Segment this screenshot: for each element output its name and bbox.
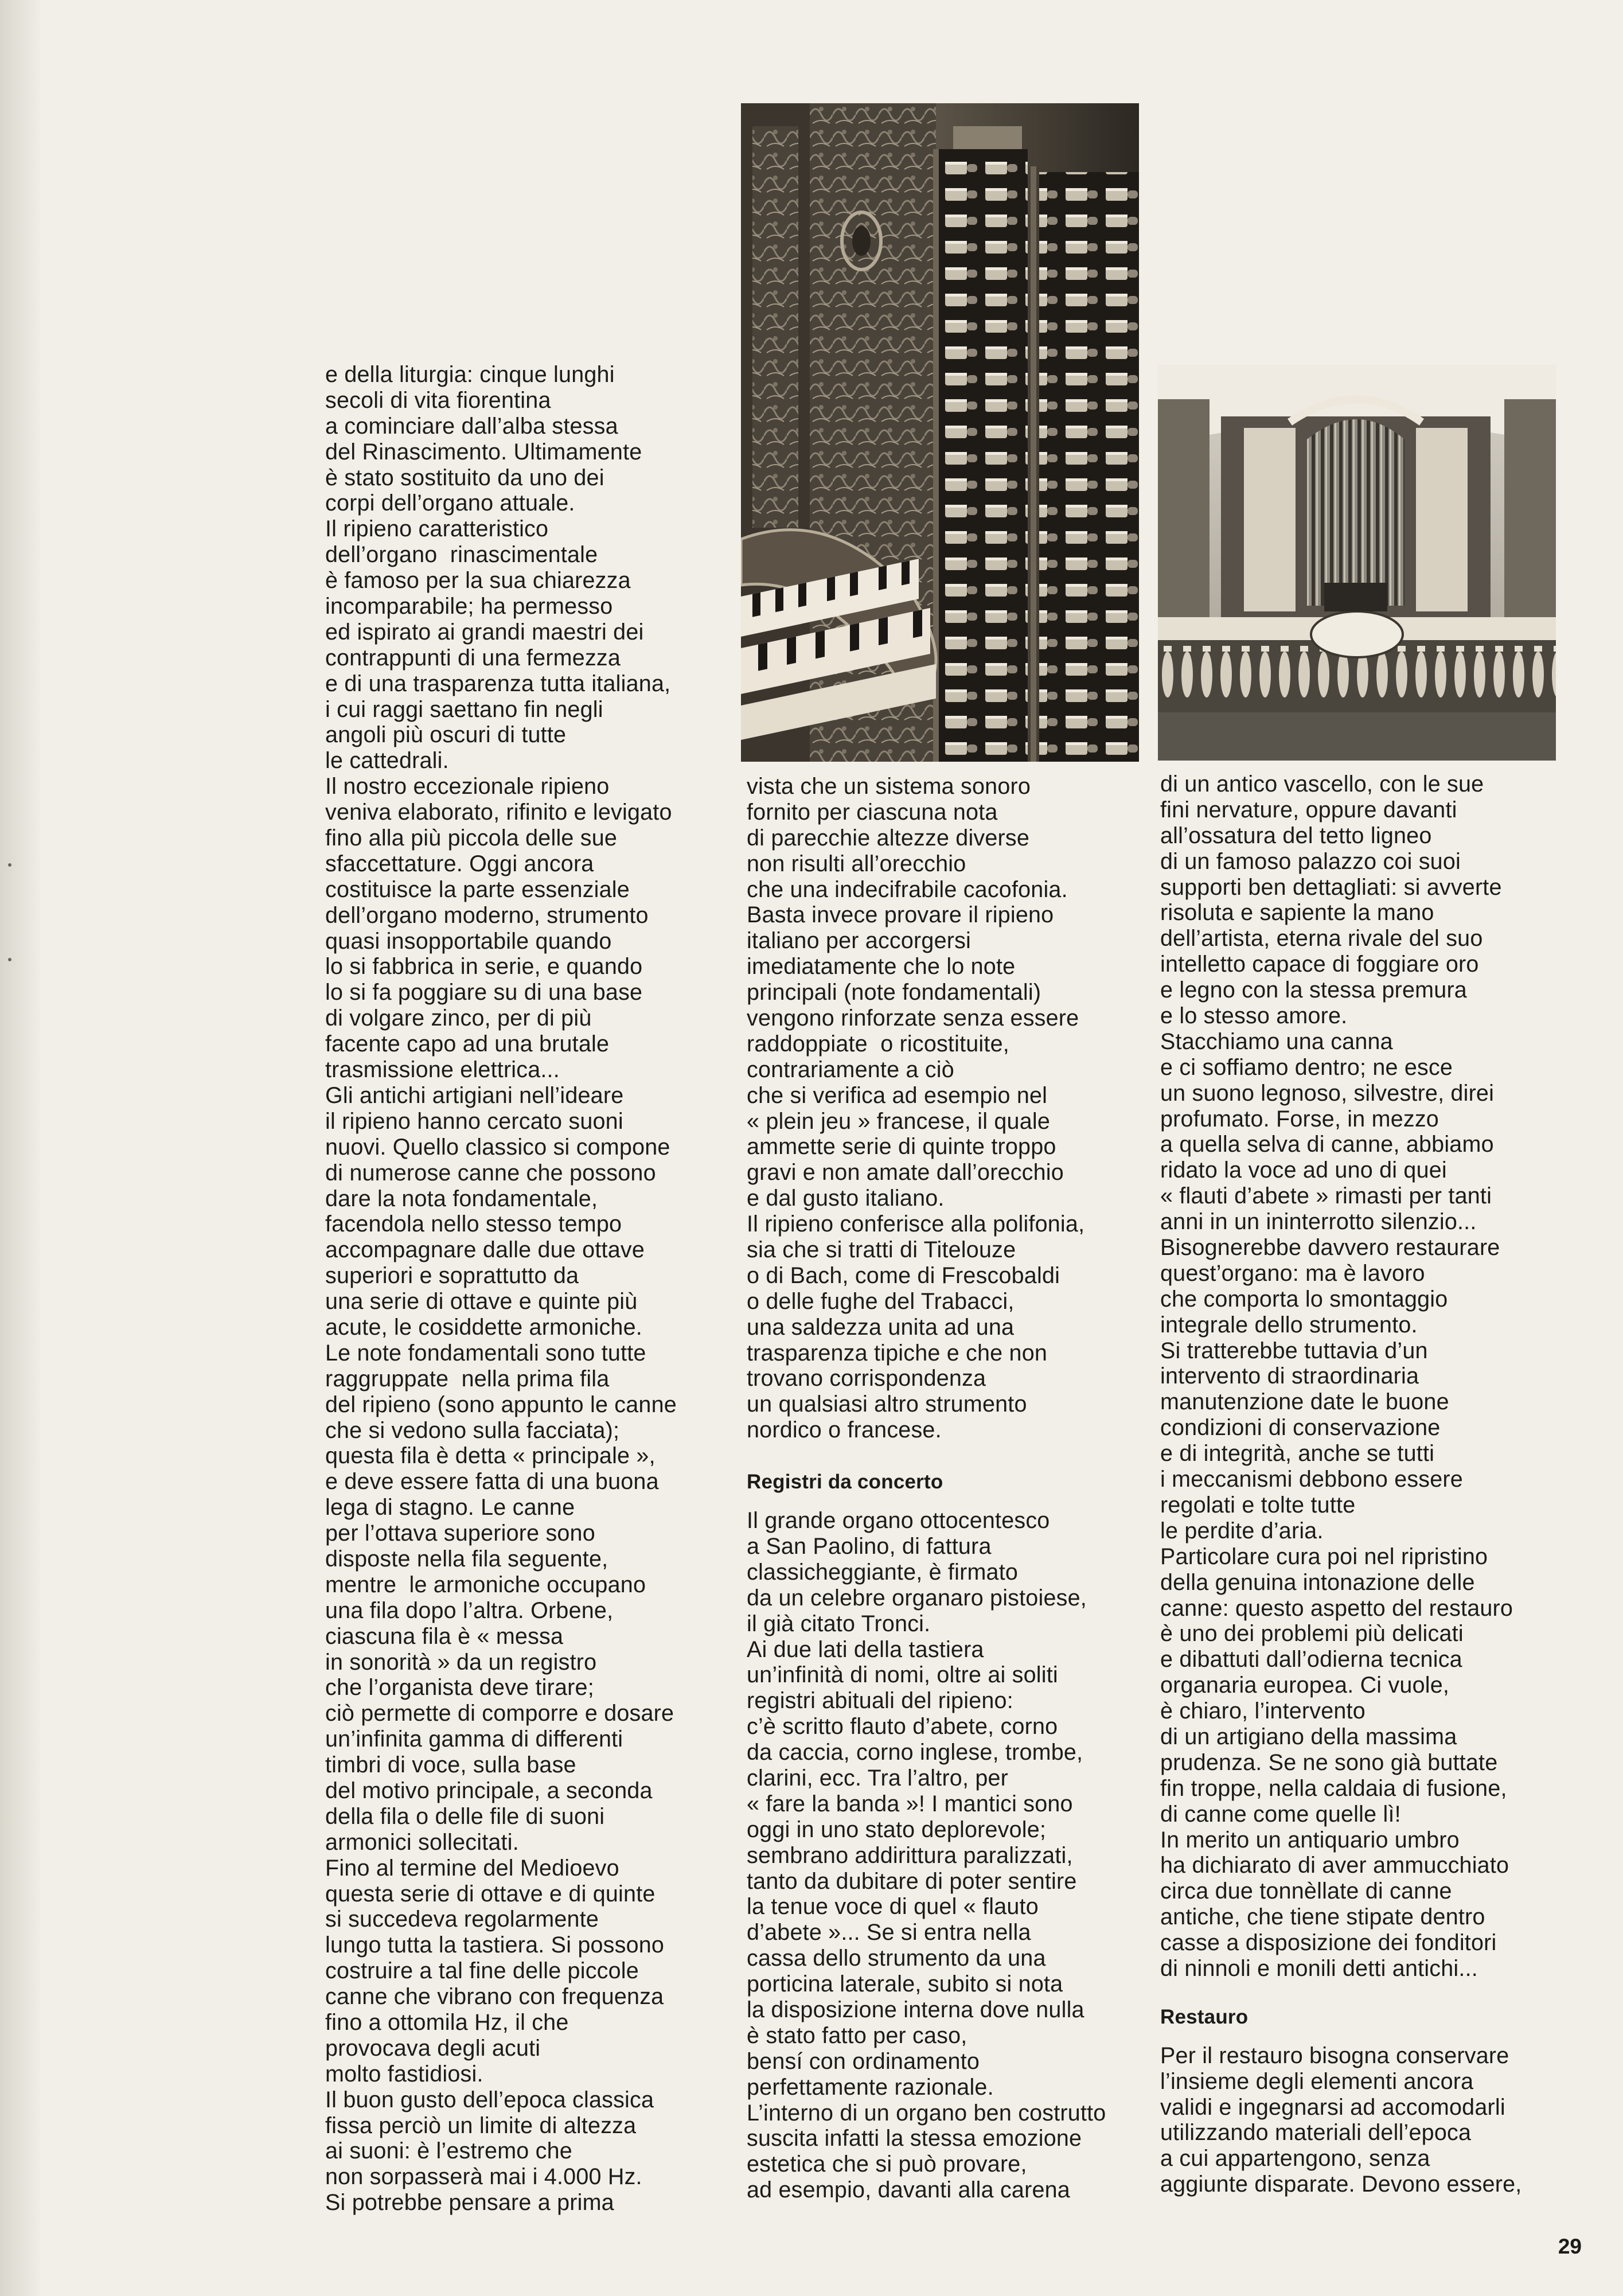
paragraph-line: o delle fughe del Trabacci, [747, 1288, 1015, 1314]
paragraph-line: timbri di voce, sulla base [325, 1752, 576, 1778]
paragraph-line: un’infinità di nomi, oltre ai soliti [747, 1662, 1058, 1688]
paragraph-line: supporti ben dettagliati: si avverte [1160, 874, 1502, 900]
paragraph-line: antiche, che tiene stipate dentro [1160, 1904, 1485, 1930]
paragraph-line: Il ripieno conferisce alla polifonia, [747, 1211, 1085, 1237]
paragraph-line: trovano corrispondenza [747, 1366, 986, 1391]
text-column-1 [325, 362, 738, 2216]
paragraph-line: sembrano addirittura paralizzati, [747, 1842, 1073, 1868]
paragraph-line: intelletto capace di foggiare oro [1160, 952, 1479, 977]
paragraph-line: ed ispirato ai grandi maestri dei [325, 619, 644, 645]
paragraph-line: e di integrità, anche se tutti [1160, 1441, 1435, 1467]
page-gutter-shadow [0, 0, 40, 2296]
paragraph-line: una fila dopo l’altra. Orbene, [325, 1597, 614, 1623]
paragraph-line: intervento di straordinaria [1160, 1363, 1419, 1389]
paragraph-line: il ripieno hanno cercato suoni [325, 1108, 623, 1134]
paragraph-line: a quella selva di canne, abbiamo [1160, 1132, 1494, 1157]
paragraph-line: nuovi. Quello classico si compone [325, 1134, 670, 1160]
paragraph-line: mentre le armoniche occupano [325, 1572, 646, 1597]
paragraph-line: a cominciare dall’alba stessa [325, 413, 618, 439]
section-spacer [747, 1443, 1154, 1469]
paragraph-line: un’infinita gamma di differenti [325, 1726, 623, 1752]
paragraph-line: è chiaro, l’intervento [1160, 1698, 1365, 1724]
paragraph-line: Stacchiamo una canna [1160, 1028, 1393, 1054]
paragraph-line: manutenzione date le buone [1160, 1389, 1449, 1415]
paragraph-line: molto fastidiosi. [325, 2061, 483, 2087]
paragraph-line: aggiunte disparate. Devono essere, [1160, 2172, 1522, 2197]
section-heading: Registri da concerto [747, 1471, 943, 1494]
paragraph-line: Fino al termine del Medioevo [325, 1855, 619, 1881]
paragraph-line: che si verifica ad esempio nel [747, 1082, 1048, 1108]
paragraph-line: armonici sollecitati. [325, 1829, 519, 1855]
paragraph-line: profumato. Forse, in mezzo [1160, 1106, 1439, 1132]
paragraph-line: canne: questo aspetto del restauro [1160, 1595, 1513, 1621]
paragraph-line: e lo stesso amore. [1160, 1003, 1348, 1029]
paragraph-line: una serie di ottave e quinte più [325, 1289, 638, 1315]
paragraph-line: Il ripieno caratteristico [325, 516, 549, 542]
section-spacer [747, 1495, 1154, 1508]
paragraph-line: di un antico vascello, con le sue [1160, 771, 1484, 797]
paragraph-line: e dal gusto italiano. [747, 1186, 945, 1211]
paragraph-line: del motivo principale, a seconda [325, 1777, 653, 1803]
paragraph-line: da caccia, corno inglese, trombe, [747, 1740, 1083, 1765]
organ-console-photo [741, 103, 1139, 762]
paragraph-line: raggruppate nella prima fila [325, 1366, 610, 1391]
paragraph-line: Si tratterebbe tuttavia d’un [1160, 1338, 1428, 1363]
paragraph-line: dell’organo moderno, strumento [325, 902, 649, 928]
paragraph-line: corpi dell’organo attuale. [325, 490, 575, 516]
paragraph-line: organaria europea. Ci vuole, [1160, 1673, 1450, 1698]
paragraph-line: quest’organo: ma è lavoro [1160, 1260, 1425, 1286]
paragraph-line: suscita infatti la stessa emozione [747, 2126, 1082, 2151]
paragraph-line: del ripieno (sono appunto le canne [325, 1391, 677, 1417]
paragraph-line: incomparabile; ha permesso [325, 594, 613, 619]
paragraph-line: dare la nota fondamentale, [325, 1186, 598, 1211]
paragraph-line: risoluta e sapiente la mano [1160, 900, 1434, 926]
paragraph-line: la tenue voce di quel « flauto [747, 1894, 1039, 1920]
paragraph-line: è stato fatto per caso, [747, 2022, 967, 2048]
paragraph-line: di ninnoli e monili detti antichi... [1160, 1955, 1478, 1981]
paragraph-line: della fila o delle file di suoni [325, 1803, 605, 1829]
paragraph-line: porticina laterale, subito si nota [747, 1971, 1063, 1997]
paragraph-line: di parecchie altezze diverse [747, 825, 1030, 851]
paragraph-line: bensí con ordinamento [747, 2048, 980, 2074]
paragraph-line: fin troppe, nella caldaia di fusione, [1160, 1775, 1507, 1801]
paragraph-line: c’è scritto flauto d’abete, corno [747, 1714, 1058, 1740]
paragraph-line: e di una trasparenza tutta italiana, [325, 671, 671, 696]
paragraph-line: che una indecifrabile cacofonia. [747, 876, 1068, 902]
paragraph-line: è uno dei problemi più delicati [1160, 1621, 1464, 1647]
paragraph-line: nordico o francese. [747, 1417, 942, 1443]
paragraph-line: integrale dello strumento. [1160, 1312, 1418, 1338]
paragraph-line: e legno con la stessa premura [1160, 977, 1467, 1003]
paragraph-line: regolati e tolte tutte [1160, 1492, 1356, 1518]
paragraph-line: di un artigiano della massima [1160, 1724, 1457, 1749]
paragraph-line: prudenza. Se ne sono già buttate [1160, 1749, 1498, 1775]
paragraph-line: sfaccettature. Oggi ancora [325, 851, 594, 876]
paragraph-line: un qualsiasi altro strumento [747, 1391, 1027, 1417]
paragraph-line: canne che vibrano con frequenza [325, 1984, 664, 2010]
paragraph-line: Ai due lati della tastiera [747, 1636, 984, 1662]
paragraph-line: trasmissione elettrica... [325, 1057, 560, 1083]
paragraph-line: vista che un sistema sonoro [747, 774, 1031, 799]
paragraph-line: da un celebre organaro pistoiese, [747, 1585, 1087, 1611]
paragraph-line: raddoppiate o ricostituite, [747, 1031, 1009, 1057]
paragraph-line: fissa perciò un limite di altezza [325, 2112, 637, 2138]
paragraph-line: Bisognerebbe davvero restaurare [1160, 1235, 1500, 1261]
margin-mark [8, 863, 11, 867]
paragraph-line: dell’organo rinascimentale [325, 542, 598, 568]
paragraph-line: sia che si tratti di Titelouze [747, 1237, 1016, 1263]
paragraph-line: oggi in uno stato deplorevole; [747, 1816, 1047, 1842]
paragraph-line: contrappunti di una fermezza [325, 645, 621, 671]
paragraph-line: Il nostro eccezionale ripieno [325, 774, 610, 800]
paragraph-line: classicheggiante, è firmato [747, 1559, 1019, 1585]
paragraph-line: fornito per ciascuna nota [747, 799, 998, 825]
paragraph-line: di volgare zinco, per di più [325, 1005, 592, 1031]
paragraph-line: acute, le cosiddette armoniche. [325, 1314, 642, 1340]
paragraph-line: « flauti d’abete » rimasti per tanti [1160, 1183, 1492, 1209]
paragraph-line: principali (note fondamentali) [747, 980, 1041, 1005]
paragraph-line: e ci soffiamo dentro; ne esce [1160, 1054, 1453, 1080]
paragraph-line: di un famoso palazzo coi suoi [1160, 848, 1461, 874]
paragraph-line: provocava degli acuti [325, 2035, 541, 2061]
paragraph-line: tanto da dubitare di poter sentire [747, 1868, 1077, 1894]
paragraph-line: cassa dello strumento da una [747, 1946, 1046, 1971]
paragraph-line: ridato la voce ad uno di quei [1160, 1157, 1447, 1183]
paragraph-line: che l’organista deve tirare; [325, 1675, 594, 1701]
paragraph-line: veniva elaborato, rifinito e levigato [325, 800, 672, 825]
paragraph-line: questa serie di ottave e di quinte [325, 1881, 656, 1907]
paragraph-line: costituisce la parte essenziale [325, 876, 630, 902]
paragraph-line: secoli di vita fiorentina [325, 387, 551, 413]
paragraph-line: circa due tonnèllate di canne [1160, 1878, 1452, 1904]
paragraph-line: facente capo ad una brutale [325, 1031, 610, 1057]
paragraph-line: è stato sostituito da uno dei [325, 465, 604, 490]
text-column-3 [1160, 771, 1573, 2197]
paragraph-line: fino a ottomila Hz, il che [325, 2010, 569, 2035]
paragraph-line: contrariamente a ciò [747, 1057, 954, 1082]
paragraph-line: casse a disposizione dei fonditori [1160, 1930, 1497, 1956]
paragraph-line: il già citato Tronci. [747, 1611, 931, 1636]
paragraph-line: In merito un antiquario umbro [1160, 1827, 1460, 1853]
paragraph-line: Il grande organo ottocentesco [747, 1508, 1050, 1534]
paragraph-line: validi e ingegnarsi ad accomodarli [1160, 2094, 1505, 2120]
paragraph-line: superiori e soprattutto da [325, 1263, 579, 1289]
paragraph-line: imediatamente che lo note [747, 954, 1016, 980]
paragraph-line: « fare la banda »! I mantici sono [747, 1791, 1073, 1816]
paragraph-line: Gli antichi artigiani nell’ideare [325, 1082, 624, 1108]
paragraph-line: l’insieme degli elementi ancora [1160, 2068, 1474, 2094]
paragraph-line: Per il restauro bisogna conservare [1160, 2042, 1509, 2068]
paragraph-line: i meccanismi debbono essere [1160, 1467, 1463, 1492]
section-heading: Restauro [1160, 2005, 1249, 2028]
paragraph-line: non risulti all’orecchio [747, 851, 966, 876]
paragraph-line: che si vedono sulla facciata); [325, 1417, 620, 1443]
paragraph-line: in sonorità » da un registro [325, 1649, 597, 1675]
paragraph-line: utilizzando materiali dell’epoca [1160, 2120, 1472, 2146]
paragraph-line: le cattedrali. [325, 748, 449, 774]
section-spacer [1160, 1982, 1573, 2005]
organ-loft-photo [1158, 365, 1556, 761]
paragraph-line: si succedeva regolarmente [325, 1907, 599, 1932]
paragraph-line: Le note fondamentali sono tutte [325, 1340, 646, 1366]
paragraph-line: i cui raggi saettano fin negli [325, 696, 603, 722]
paragraph-line: d’abete »... Se si entra nella [747, 1920, 1031, 1946]
paragraph-line: è famoso per la sua chiarezza [325, 568, 631, 594]
paragraph-line: le perdite d’aria. [1160, 1518, 1324, 1543]
section-spacer [1160, 2030, 1573, 2043]
organ-loft-illustration [1158, 365, 1556, 761]
paragraph-line: a cui appartengono, senza [1160, 2146, 1430, 2172]
paragraph-line: italiano per accorgersi [747, 928, 972, 954]
paragraph-line: all’ossatura del tetto ligneo [1160, 822, 1432, 848]
organ-console-illustration [741, 103, 1139, 762]
paragraph-line: Basta invece provare il ripieno [747, 902, 1054, 928]
paragraph-line: lungo tutta la tastiera. Si possono [325, 1932, 665, 1958]
paragraph-line: non sorpasserà mai i 4.000 Hz. [325, 2164, 642, 2190]
paragraph-line: che comporta lo smontaggio [1160, 1286, 1448, 1312]
paragraph-line: clarini, ecc. Tra l’altro, per [747, 1765, 1009, 1791]
paragraph-line: disposte nella fila seguente, [325, 1546, 608, 1572]
paragraph-line: Particolare cura poi nel ripristino [1160, 1543, 1488, 1569]
paragraph-line: di numerose canne che possono [325, 1160, 656, 1186]
page-number: 29 [1558, 2235, 1582, 2258]
paragraph-line: ad esempio, davanti alla carena [747, 2177, 1070, 2203]
paragraph-line: lega di stagno. Le canne [325, 1495, 575, 1521]
paragraph-line: vengono rinforzate senza essere [747, 1005, 1079, 1031]
paragraph-line: estetica che si può provare, [747, 2151, 1027, 2177]
paragraph-line: anni in un ininterrotto silenzio... [1160, 1209, 1477, 1235]
paragraph-line: Il buon gusto dell’epoca classica [325, 2087, 654, 2112]
paragraph-line: Si potrebbe pensare a prima [325, 2190, 614, 2216]
paragraph-line: lo si fabbrica in serie, e quando [325, 954, 643, 980]
paragraph-line: di canne come quelle lì! [1160, 1801, 1401, 1827]
paragraph-line: trasparenza tipiche e che non [747, 1340, 1048, 1366]
paragraph-line: facendola nello stesso tempo [325, 1211, 622, 1237]
paragraph-line: gravi e non amate dall’orecchio [747, 1160, 1064, 1186]
paragraph-line: del Rinascimento. Ultimamente [325, 439, 642, 465]
paragraph-line: « plein jeu » francese, il quale [747, 1108, 1051, 1134]
paragraph-line: lo si fa poggiare su di una base [325, 980, 643, 1005]
paragraph-line: perfettamente razionale. [747, 2074, 994, 2100]
paragraph-line: ha dichiarato di aver ammucchiato [1160, 1853, 1509, 1878]
paragraph-line: fino alla più piccola delle sue [325, 825, 618, 851]
paragraph-line: un suono legnoso, silvestre, direi [1160, 1080, 1495, 1106]
paragraph-line: costruire a tal fine delle piccole [325, 1958, 639, 1984]
paragraph-line: quasi insopportabile quando [325, 928, 612, 954]
paragraph-line: accompagnare dalle due ottave [325, 1237, 645, 1263]
paragraph-line: condizioni di conservazione [1160, 1415, 1441, 1441]
paragraph-line: e della liturgia: cinque lunghi [325, 362, 615, 387]
paragraph-line: L’interno di un organo ben costrutto [747, 2100, 1106, 2126]
paragraph-line: ciò permette di comporre e dosare [325, 1701, 674, 1726]
paragraph-line: fini nervature, oppure davanti [1160, 797, 1457, 822]
paragraph-line: o di Bach, come di Frescobaldi [747, 1262, 1060, 1288]
paragraph-line: e dibattuti dall’odierna tecnica [1160, 1647, 1462, 1673]
paragraph-line: a San Paolino, di fattura [747, 1533, 992, 1559]
paragraph-line: ai suoni: è l’estremo che [325, 2138, 572, 2164]
paragraph-line: della genuina intonazione delle [1160, 1569, 1475, 1595]
paragraph-line: ciascuna fila è « messa [325, 1623, 564, 1649]
paragraph-line: angoli più oscuri di tutte [325, 722, 567, 748]
paragraph-line: ammette serie di quinte troppo [747, 1134, 1056, 1160]
paragraph-line: per l’ottava superiore sono [325, 1521, 595, 1546]
paragraph-line: una saldezza unita ad una [747, 1314, 1015, 1340]
paragraph-line: e deve essere fatta di una buona [325, 1469, 659, 1495]
paragraph-line: dell’artista, eterna rivale del suo [1160, 926, 1483, 952]
paragraph-line: la disposizione interna dove nulla [747, 1997, 1084, 2022]
paragraph-line: questa fila è detta « principale », [325, 1443, 656, 1469]
text-column-2 [747, 774, 1154, 2203]
margin-mark [8, 958, 11, 961]
paragraph-line: registri abituali del ripieno: [747, 1688, 1013, 1714]
